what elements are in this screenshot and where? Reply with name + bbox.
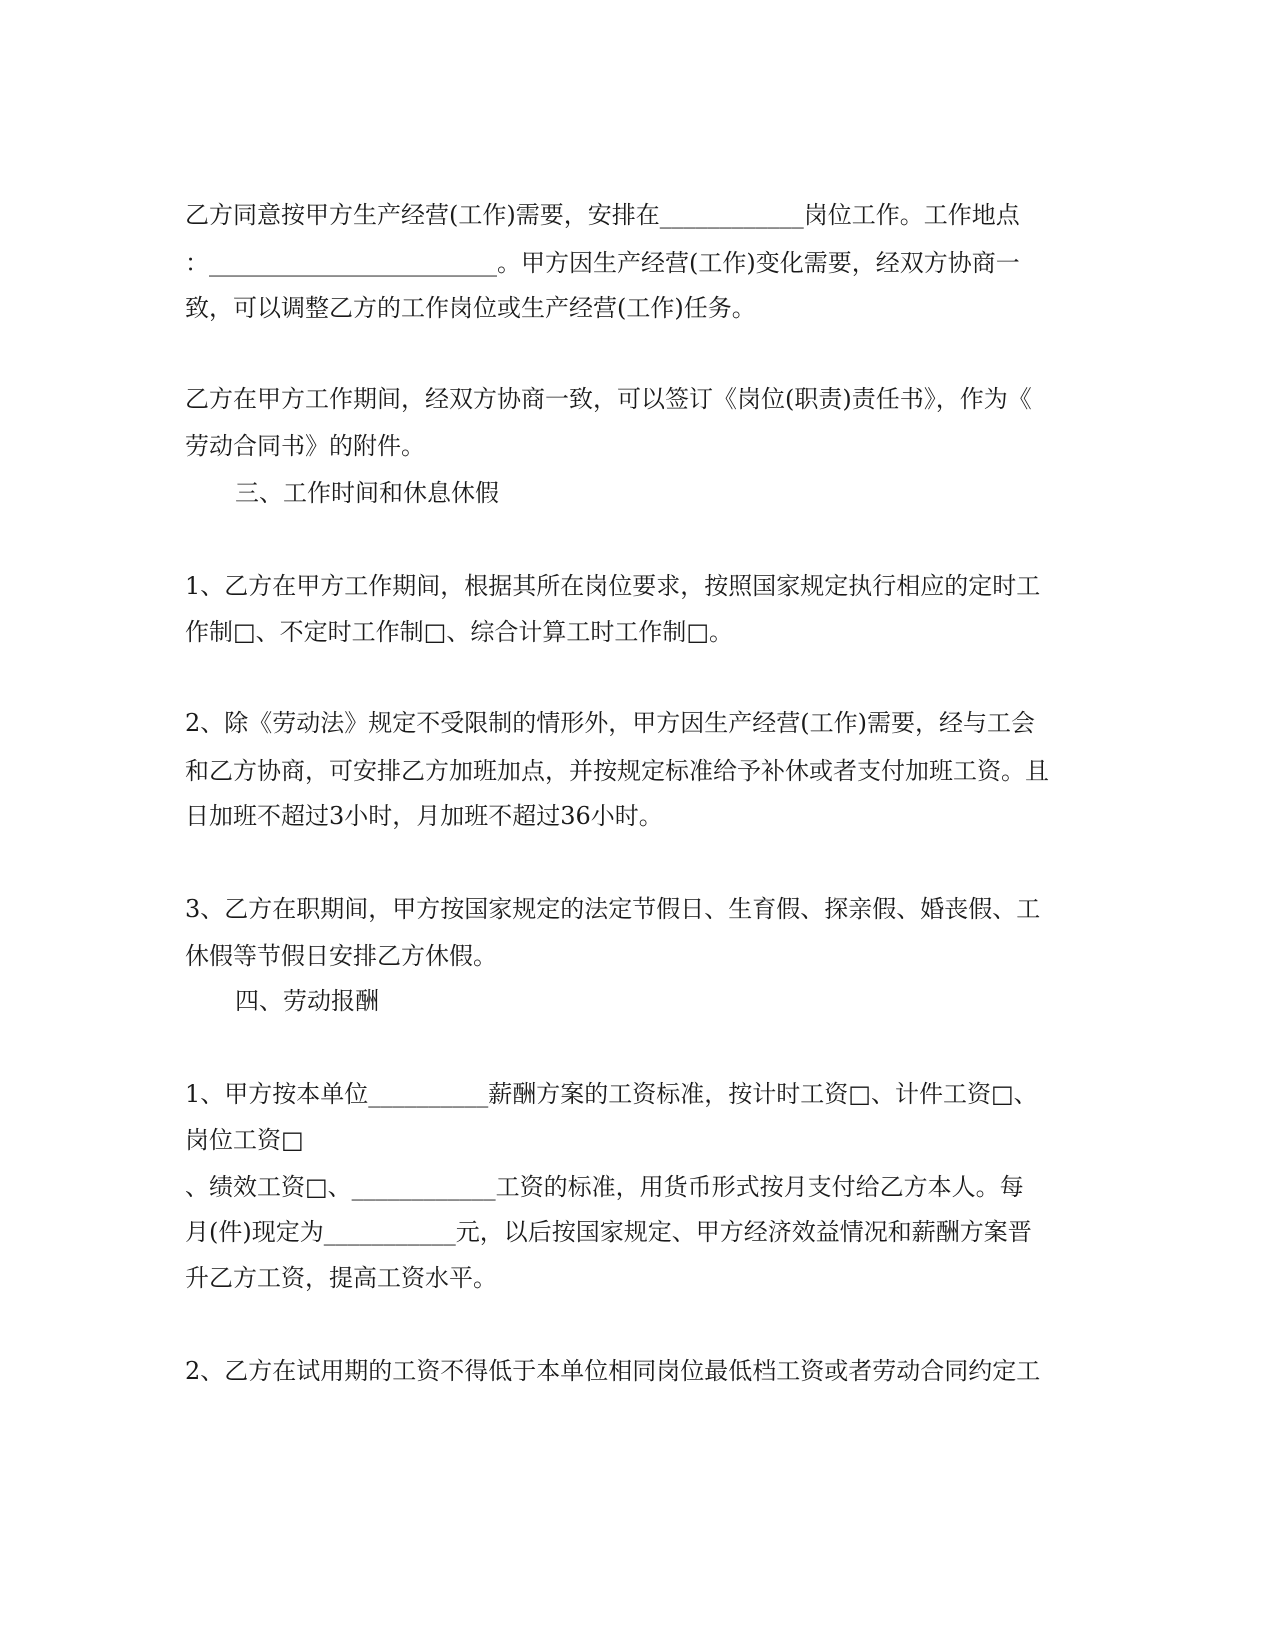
paragraph-line: 和乙方协商，可安排乙方加班加点，并按规定标准给予补休或者支付加班工资。且 — [185, 757, 1049, 785]
paragraph-line: 休假等节假日安排乙方休假。 — [185, 942, 497, 970]
section-heading-3: 三、工作时间和休息休假 — [235, 479, 499, 507]
paragraph-line: 劳动合同书》的附件。 — [185, 432, 425, 460]
paragraph-line: 乙方在甲方工作期间，经双方协商一致，可以签订《岗位(职责)责任书》，作为《 — [185, 385, 1032, 413]
paragraph-line: ：________________________。甲方因生产经营(工作)变化需要，经双方协商一 — [185, 249, 1020, 277]
paragraph-line: 致，可以调整乙方的工作岗位或生产经营(工作)任务。 — [185, 294, 756, 322]
paragraph-line: 2、除《劳动法》规定不受限制的情形外，甲方因生产经营(工作)需要，经与工会 — [185, 709, 1035, 737]
paragraph-line: 1、乙方在甲方工作期间，根据其所在岗位要求，按照国家规定执行相应的定时工 — [185, 572, 1041, 600]
paragraph-line: 1、甲方按本单位__________薪酬方案的工资标准，按计时工资□、计件工资□、 — [185, 1080, 1038, 1108]
paragraph-line: 2、乙方在试用期的工资不得低于本单位相同岗位最低档工资或者劳动合同约定工 — [185, 1357, 1041, 1385]
paragraph-line: 日加班不超过3小时，月加班不超过36小时。 — [185, 802, 663, 830]
paragraph-line: 乙方同意按甲方生产经营(工作)需要，安排在____________岗位工作。工作地点 — [185, 201, 1020, 229]
paragraph-line: 3、乙方在职期间，甲方按国家规定的法定节假日、生育假、探亲假、婚丧假、工 — [185, 895, 1041, 923]
paragraph-line: 、绩效工资□、____________工资的标准，用货币形式按月支付给乙方本人。每 — [185, 1173, 1024, 1201]
paragraph-line: 月(件)现定为___________元，以后按国家规定、甲方经济效益情况和薪酬方案晋 — [185, 1218, 1032, 1246]
paragraph-line: 岗位工资□ — [185, 1126, 304, 1154]
paragraph-line: 升乙方工资，提高工资水平。 — [185, 1264, 497, 1292]
paragraph-line: 作制□、不定时工作制□、综合计算工时工作制□。 — [185, 618, 734, 646]
section-heading-4: 四、劳动报酬 — [235, 987, 379, 1015]
